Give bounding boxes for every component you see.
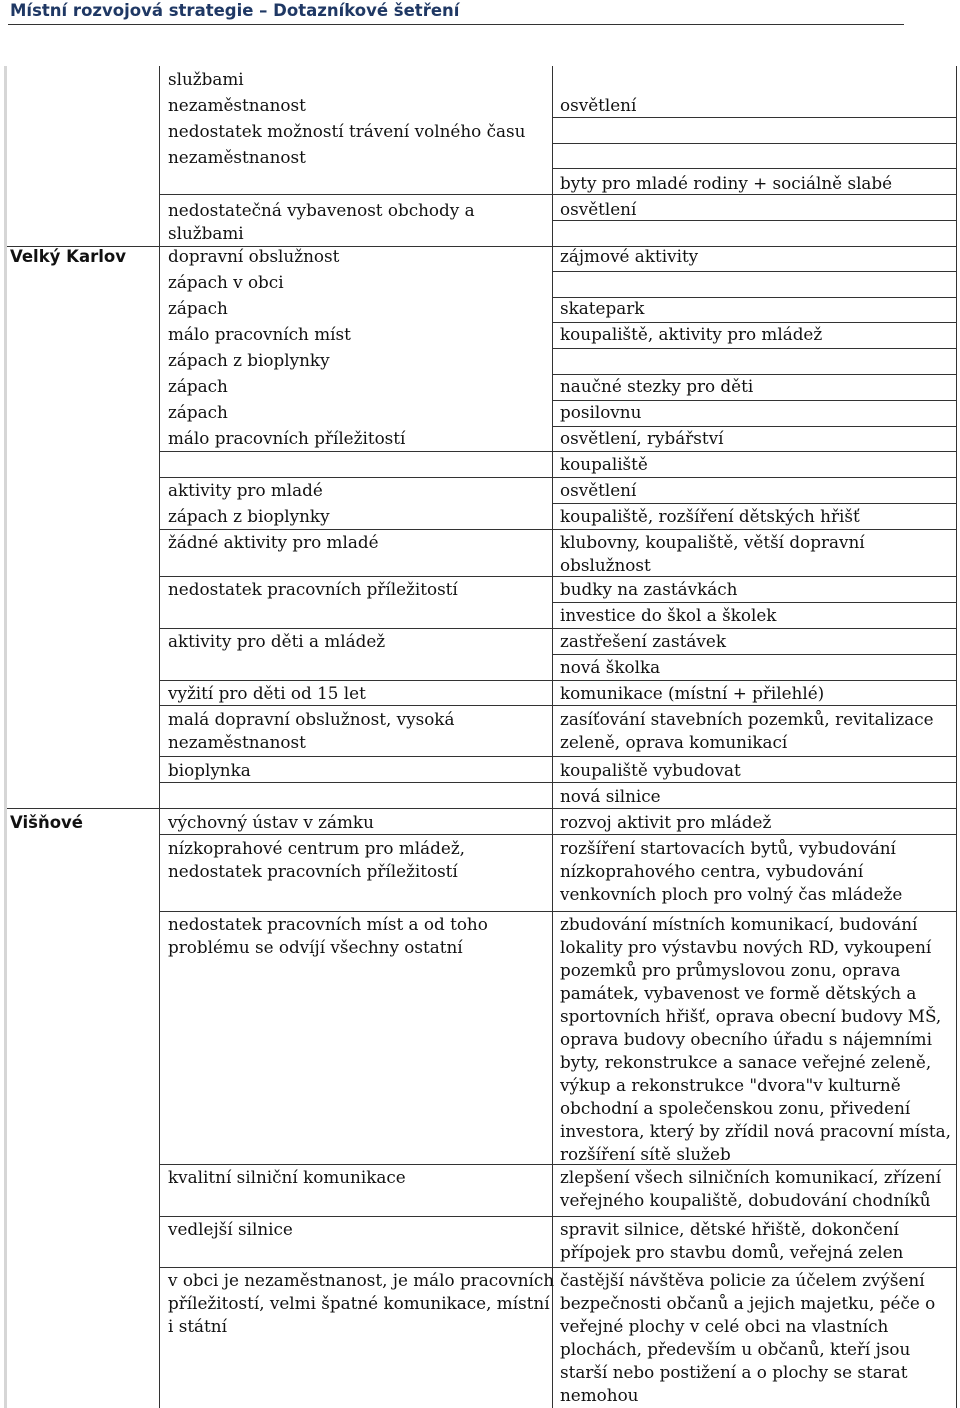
row-divider <box>553 503 956 504</box>
problem-cell: vedlejší silnice <box>168 1219 293 1239</box>
problem-cell: i státní <box>168 1316 227 1336</box>
column-divider <box>159 66 160 1408</box>
row-divider <box>553 834 956 835</box>
problem-cell: aktivity pro děti a mládež <box>168 631 386 651</box>
row-divider <box>160 834 552 835</box>
problem-cell: žádné aktivity pro mladé <box>168 532 379 552</box>
suggestion-cell: památek, vybavenost ve formě dětských a <box>560 983 917 1003</box>
problem-cell: nedostatek pracovních příležitostí <box>168 579 458 599</box>
row-divider <box>160 1267 552 1268</box>
row-divider <box>553 680 956 681</box>
suggestion-cell: výkup a rekonstrukce "dvora"v kulturně <box>560 1075 901 1095</box>
problem-cell: zápach <box>168 298 228 318</box>
problem-cell: zápach <box>168 402 228 422</box>
row-divider <box>553 529 956 530</box>
row-divider <box>160 1216 552 1217</box>
table-right-border <box>956 66 957 1408</box>
suggestion-cell: naučné stezky pro děti <box>560 376 754 396</box>
row-divider <box>553 602 956 603</box>
suggestion-cell: rozvoj aktivit pro mládež <box>560 812 772 832</box>
problem-cell: službami <box>168 69 244 89</box>
suggestion-cell: nová školka <box>560 657 661 677</box>
problem-cell: málo pracovních míst <box>168 324 351 344</box>
suggestion-cell: sportovních hřišť, oprava obecní budovy MŠ, <box>560 1006 942 1026</box>
column-divider <box>552 66 553 1408</box>
row-divider <box>553 348 956 349</box>
row-divider <box>553 168 956 169</box>
row-divider <box>553 1267 956 1268</box>
row-divider <box>553 271 956 272</box>
problem-cell: nedostatek možností trávení volného času <box>168 121 526 141</box>
row-divider <box>553 1216 956 1217</box>
row-divider <box>553 451 956 452</box>
row-divider <box>160 705 552 706</box>
row-divider <box>553 477 956 478</box>
suggestion-cell: obchodní a společenskou zonu, přivedení <box>560 1098 911 1118</box>
problem-cell: málo pracovních příležitostí <box>168 428 406 448</box>
problem-cell: příležitostí, velmi špatné komunikace, místní <box>168 1293 550 1313</box>
page-title: Místní rozvojová strategie – Dotazníkové šetření <box>10 1 460 20</box>
suggestion-cell: koupaliště vybudovat <box>560 760 741 780</box>
suggestion-cell: byty pro mladé rodiny + sociálně slabé <box>560 173 893 193</box>
left-gutter <box>4 66 7 1408</box>
suggestion-cell: obslužnost <box>560 555 651 575</box>
suggestion-cell: osvětlení, rybářství <box>560 428 724 448</box>
problem-cell: bioplynka <box>168 760 251 780</box>
suggestion-cell: klubovny, koupaliště, větší dopravní <box>560 532 865 552</box>
suggestion-cell: koupaliště, rozšíření dětských hřišť <box>560 506 860 526</box>
row-divider <box>553 117 956 118</box>
suggestion-cell: starší nebo postižení a o plochy se starat <box>560 1362 908 1382</box>
problem-cell: výchovný ústav v zámku <box>168 812 374 832</box>
row-divider <box>553 628 956 629</box>
problem-cell: zápach <box>168 376 228 396</box>
suggestion-cell: komunikace (místní + přilehlé) <box>560 683 825 703</box>
suggestion-cell: přípojek pro stavbu domů, veřejná zelen <box>560 1242 904 1262</box>
suggestion-cell: pozemků pro průmyslovou zonu, oprava <box>560 960 901 980</box>
suggestion-cell: venkovních ploch pro volný čas mládeže <box>560 884 903 904</box>
row-divider <box>7 808 956 809</box>
suggestion-cell: posilovnu <box>560 402 642 422</box>
suggestion-cell: zájmové aktivity <box>560 246 699 266</box>
problem-cell: dopravní obslužnost <box>168 246 340 266</box>
page-header <box>8 0 904 25</box>
problem-cell: nízkoprahové centrum pro mládež, <box>168 838 466 858</box>
suggestion-cell: budky na zastávkách <box>560 579 738 599</box>
row-divider <box>553 782 956 783</box>
suggestion-cell: byty, rekonstrukce a sanace veřejné zeleně, <box>560 1052 932 1072</box>
suggestion-cell: zasíťování stavebních pozemků, revitalizace <box>560 709 934 729</box>
problem-cell: nedostatek pracovních příležitostí <box>168 861 458 881</box>
suggestion-cell: veřejné plochy v celé obci na vlastních <box>560 1316 889 1336</box>
suggestion-cell: koupaliště <box>560 454 648 474</box>
row-divider <box>160 576 552 577</box>
suggestion-cell: veřejného koupaliště, dobudování chodníků <box>560 1190 931 1210</box>
suggestion-cell: nová silnice <box>560 786 661 806</box>
row-divider <box>160 529 552 530</box>
row-divider <box>160 194 552 195</box>
row-divider <box>553 756 956 757</box>
location-velky-karlov: Velký Karlov <box>10 247 126 266</box>
row-divider <box>160 628 552 629</box>
suggestion-cell: častější návštěva policie za účelem zvýšení <box>560 1270 925 1290</box>
suggestion-cell: osvětlení <box>560 95 637 115</box>
row-divider <box>7 246 956 247</box>
problem-cell: zápach z bioplynky <box>168 506 330 526</box>
suggestion-cell: bezpečnosti občanů a jejich majetku, péče o <box>560 1293 936 1313</box>
problem-cell: problému se odvíjí všechny ostatní <box>168 937 463 957</box>
row-divider <box>160 782 552 783</box>
suggestion-cell: koupaliště, aktivity pro mládež <box>560 324 823 344</box>
problem-cell: aktivity pro mladé <box>168 480 323 500</box>
suggestion-cell: oprava budovy obecního úřadu s nájemními <box>560 1029 932 1049</box>
problem-cell: nedostatek pracovních míst a od toho <box>168 914 488 934</box>
suggestion-cell: zbudování místních komunikací, budování <box>560 914 918 934</box>
suggestion-cell: lokality pro výstavbu nových RD, vykoupení <box>560 937 932 957</box>
problem-cell: v obci je nezaměstnanost, je málo pracovních <box>168 1270 555 1290</box>
suggestion-cell: zeleně, oprava komunikací <box>560 732 788 752</box>
suggestion-cell: rozšíření sítě služeb <box>560 1144 731 1164</box>
suggestion-cell: skatepark <box>560 298 645 318</box>
row-divider <box>553 911 956 912</box>
problem-cell: nezaměstnanost <box>168 732 306 752</box>
suggestion-cell: plochách, především u občanů, kteří jsou <box>560 1339 911 1359</box>
row-divider <box>553 705 956 706</box>
row-divider <box>160 477 552 478</box>
row-divider <box>160 911 552 912</box>
problem-cell: službami <box>168 223 244 243</box>
row-divider <box>160 680 552 681</box>
suggestion-cell: zastřešení zastávek <box>560 631 726 651</box>
problem-cell: kvalitní silniční komunikace <box>168 1167 406 1187</box>
location-visnove: Višňové <box>10 813 83 832</box>
suggestion-cell: investora, který by zřídil nová pracovní místa, <box>560 1121 951 1141</box>
suggestion-cell: nemohou <box>560 1385 639 1405</box>
problem-cell: malá dopravní obslužnost, vysoká <box>168 709 455 729</box>
problem-cell: nezaměstnanost <box>168 147 306 167</box>
suggestion-cell: spravit silnice, dětské hřiště, dokončení <box>560 1219 899 1239</box>
suggestion-cell: osvětlení <box>560 480 637 500</box>
row-divider <box>553 143 956 144</box>
row-divider <box>160 451 552 452</box>
problem-cell: vyžití pro děti od 15 let <box>168 683 366 703</box>
suggestion-cell: rozšíření startovacích bytů, vybudování <box>560 838 896 858</box>
suggestion-cell: investice do škol a školek <box>560 605 777 625</box>
problem-cell: nezaměstnanost <box>168 95 306 115</box>
row-divider <box>160 1164 552 1165</box>
suggestion-cell: zlepšení všech silničních komunikací, zřízení <box>560 1167 942 1187</box>
row-divider <box>553 654 956 655</box>
suggestion-cell: osvětlení <box>560 199 637 219</box>
problem-cell: nedostatečná vybavenost obchody a <box>168 200 475 220</box>
problem-cell: zápach z bioplynky <box>168 350 330 370</box>
suggestion-cell: nízkoprahového centra, vybudování <box>560 861 864 881</box>
problem-cell: zápach v obci <box>168 272 284 292</box>
row-divider <box>160 756 552 757</box>
